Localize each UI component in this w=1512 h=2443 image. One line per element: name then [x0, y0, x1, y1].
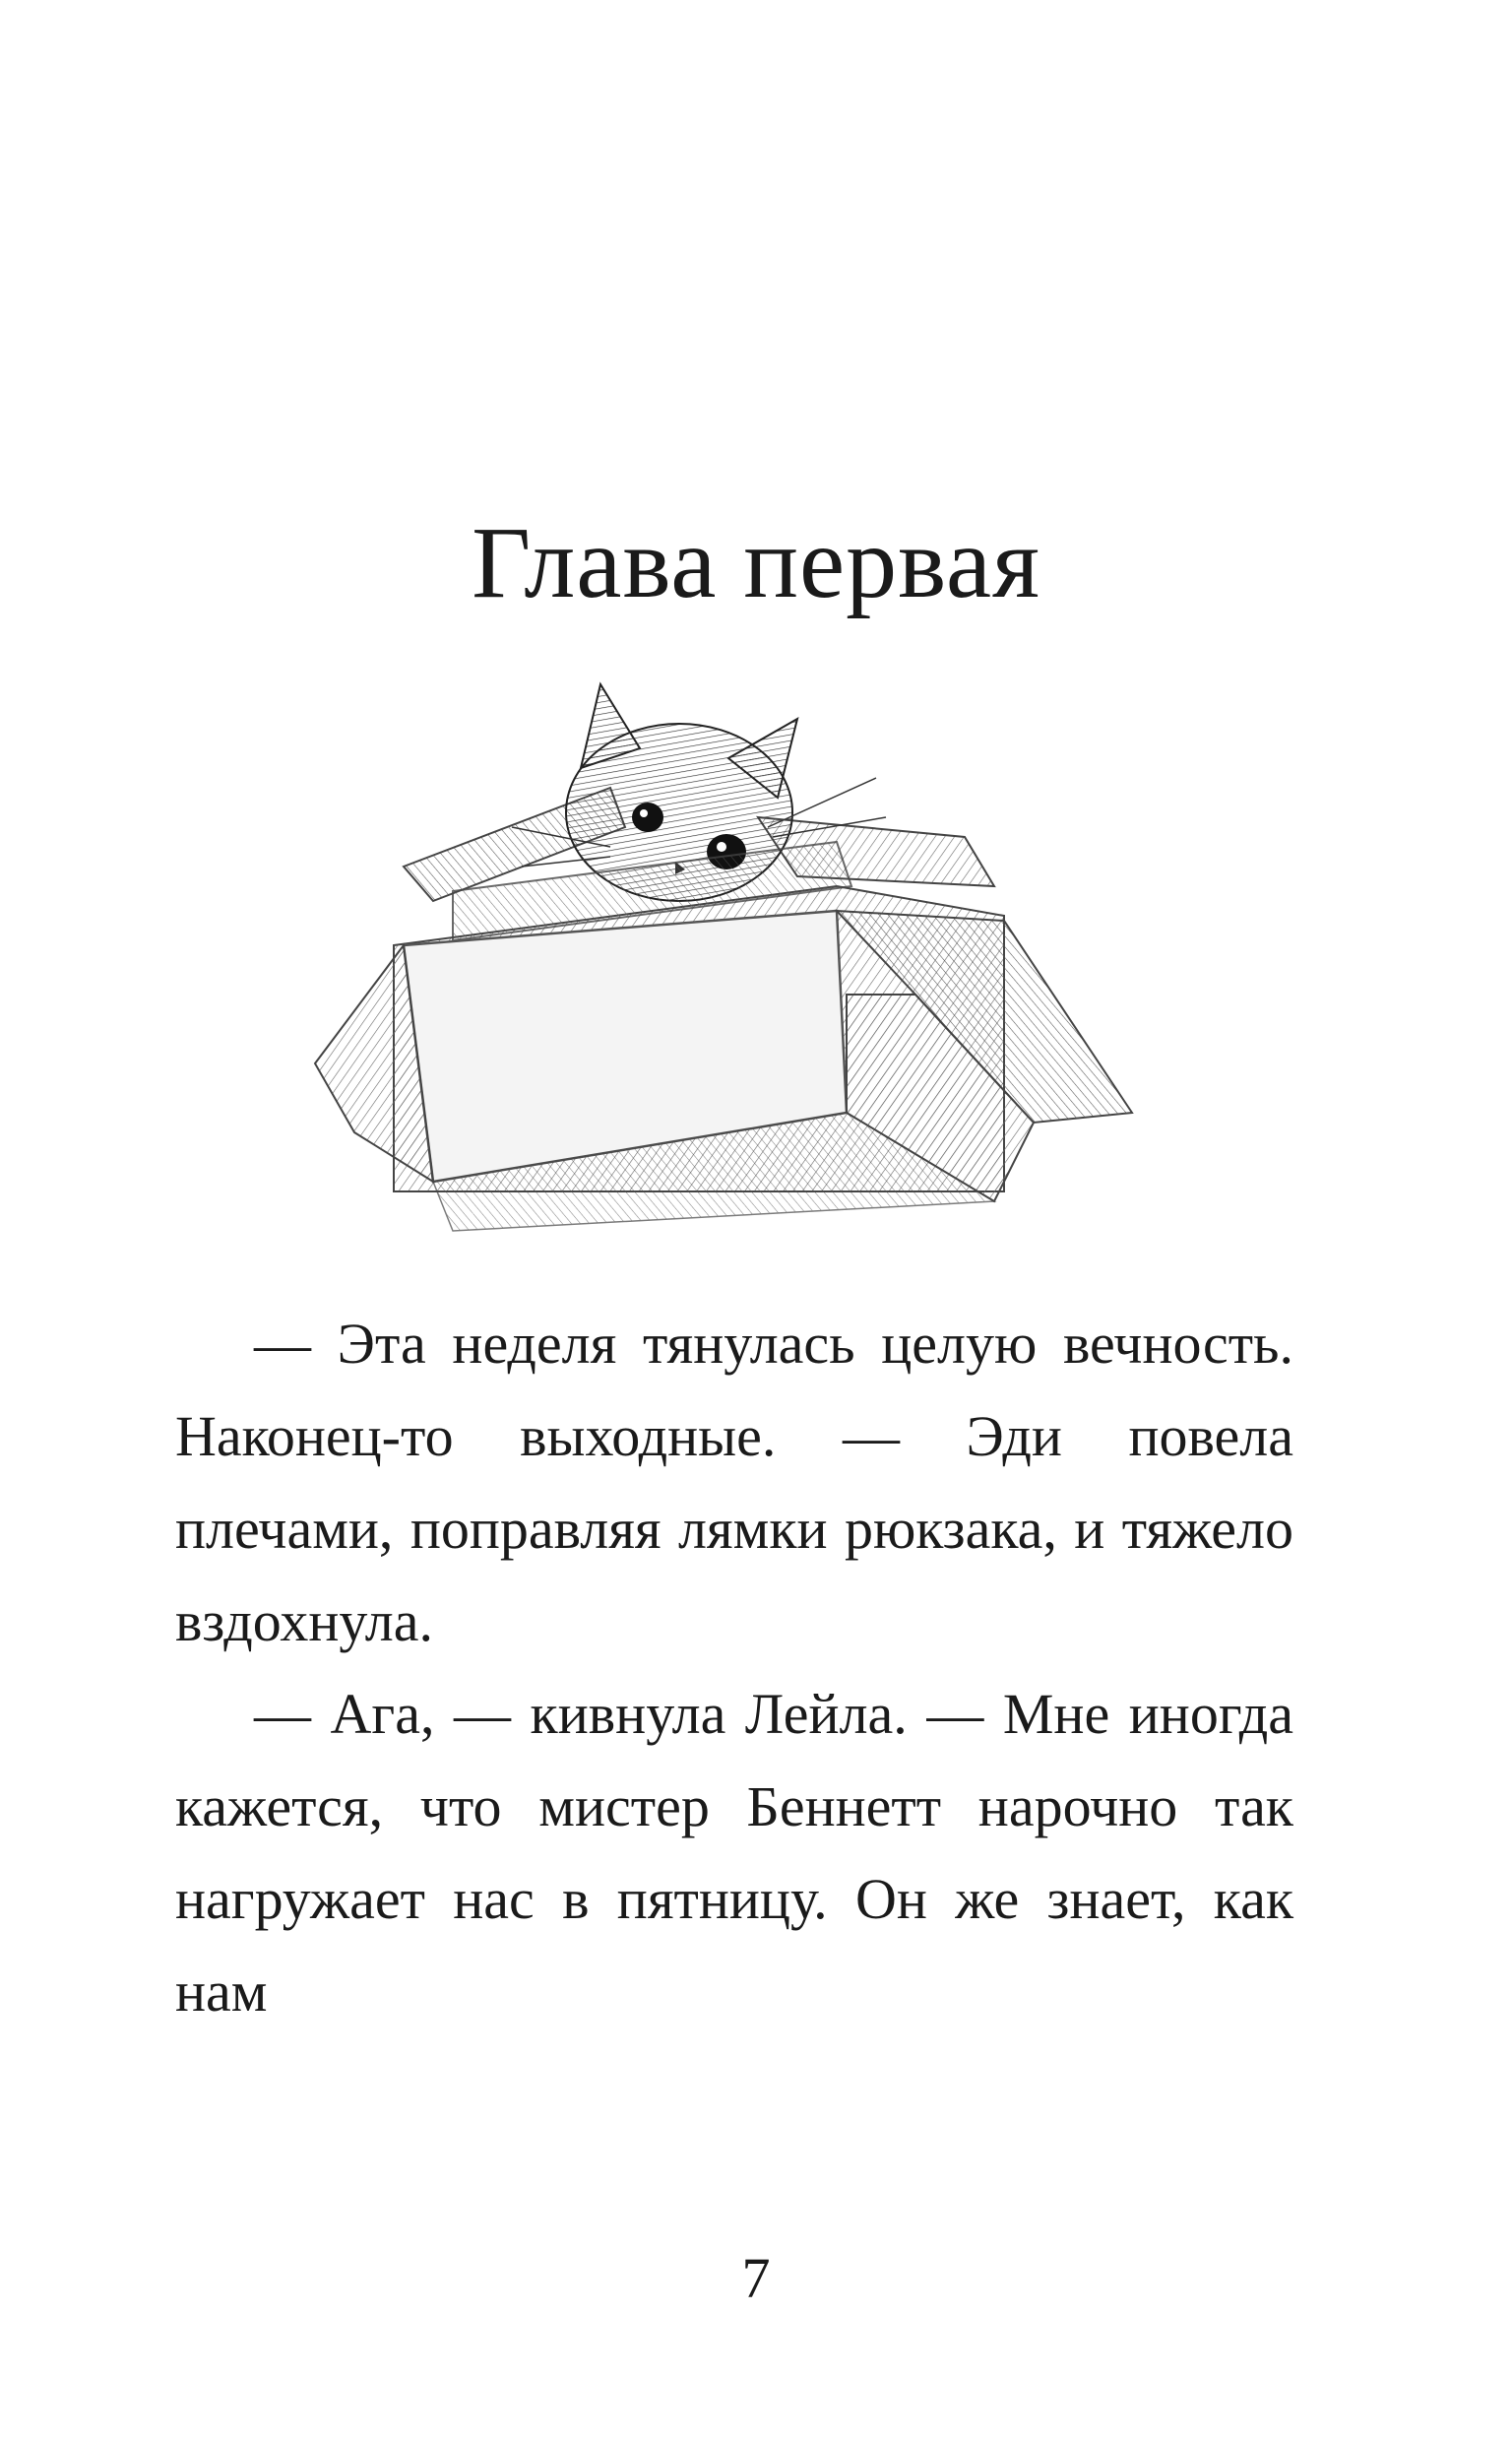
kitten-in-box-illustration — [285, 679, 1201, 1241]
page-number: 7 — [741, 2246, 771, 2310]
paragraph: — Ага, — кивнула Лейла. — Мне иногда кажется, что мистер Беннетт нарочно так нагружает нас в пятницу. Он же знает, как нам — [175, 1682, 1293, 2024]
paragraph: — Эта неделя тянулась целую вечность. Наконец-то выходные. — Эди повела плечами, поправляя лямки рюкзака, и тяжело вздохнула. — [175, 1312, 1293, 1653]
body-text — [175, 1298, 1293, 2038]
chapter-title: Глава первая — [472, 506, 1040, 619]
